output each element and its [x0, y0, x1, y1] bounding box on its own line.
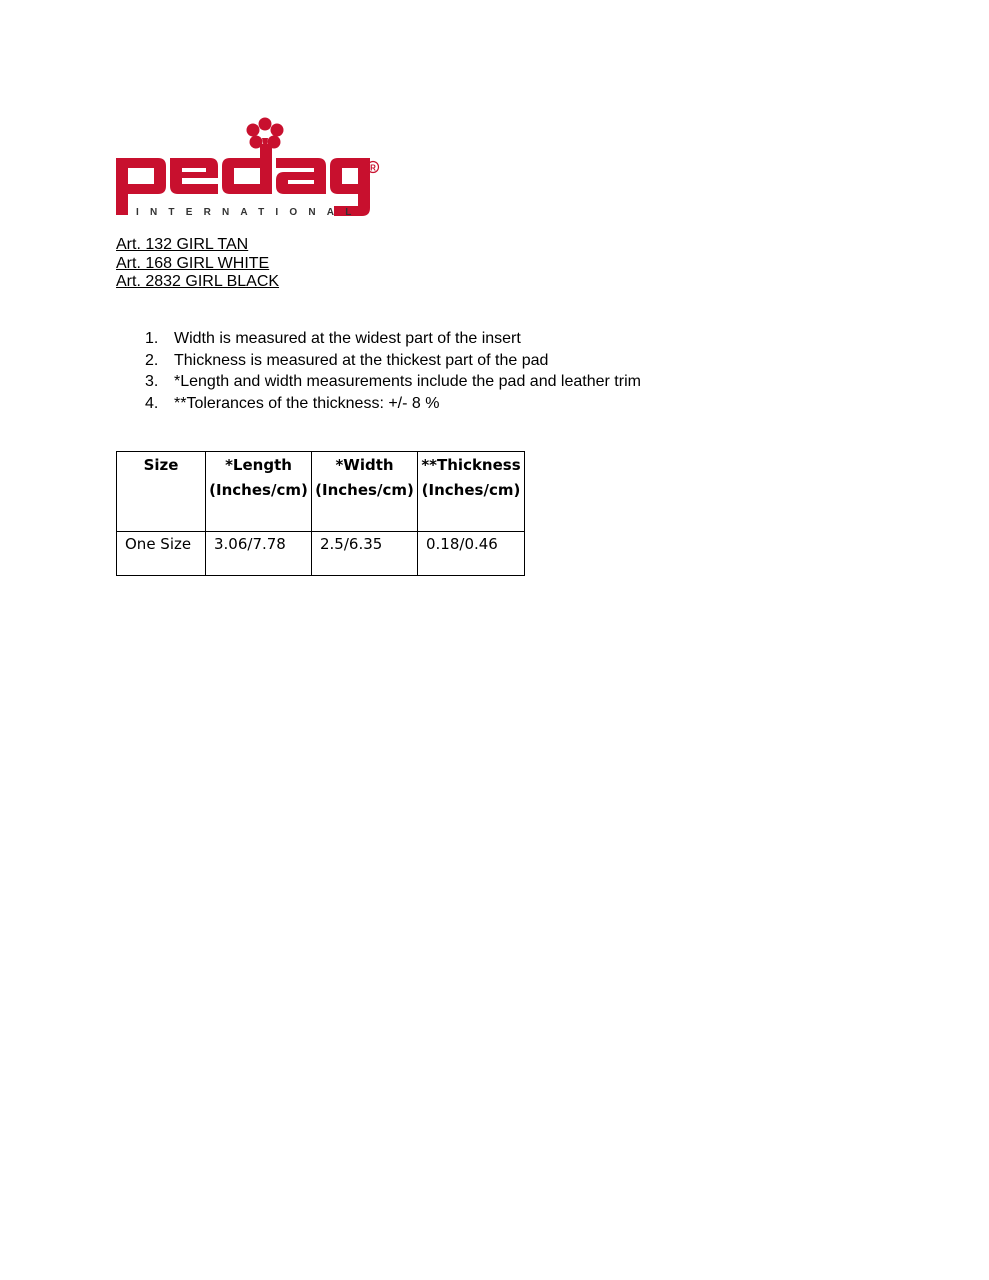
- note-item: [145, 350, 641, 372]
- cell-thickness: 0.18/0.46: [418, 532, 525, 576]
- note-number: 3.: [145, 373, 159, 390]
- note-item: [145, 328, 641, 350]
- pedag-logo: [114, 114, 382, 220]
- note-number: 1.: [145, 330, 159, 347]
- header-width: *Width (Inches/cm): [312, 452, 418, 532]
- note-number: 4.: [145, 394, 159, 412]
- cell-length: 3.06/7.78: [206, 532, 312, 576]
- size-spec-table: [116, 451, 525, 576]
- note-item: [145, 393, 641, 415]
- article-list: [116, 236, 279, 292]
- note-number: 2.: [145, 351, 159, 369]
- note-text: Thickness is measured at the thickest part of the pad: [174, 351, 549, 369]
- note-text: Width is measured at the widest part of the insert: [174, 330, 521, 347]
- svg-text:R: R: [370, 163, 376, 173]
- pedag-wordmark: [116, 144, 370, 216]
- measurement-notes: [145, 328, 641, 414]
- header-size: Size: [117, 452, 206, 532]
- cell-size: One Size: [117, 532, 206, 576]
- note-item: [145, 371, 641, 393]
- table-row: [117, 532, 525, 576]
- article-item: Art. 132 GIRL TAN: [116, 236, 249, 253]
- table-header-row: [117, 452, 525, 532]
- header-thickness: **Thickness (Inches/cm): [418, 452, 525, 532]
- article-item: Art. 168 GIRL WHITE: [116, 254, 270, 272]
- article-item: Art. 2832 GIRL BLACK: [116, 273, 280, 290]
- pedag-logo-graphic: [114, 114, 382, 220]
- cell-width: 2.5/6.35: [312, 532, 418, 576]
- header-length: *Length (Inches/cm): [206, 452, 312, 532]
- note-text: *Length and width measurements include the pad and leather trim: [174, 373, 641, 390]
- note-text: **Tolerances of the thickness: +/- 8 %: [174, 394, 440, 412]
- svg-text:INTERNATIONAL: INTERNATIONAL: [136, 207, 363, 218]
